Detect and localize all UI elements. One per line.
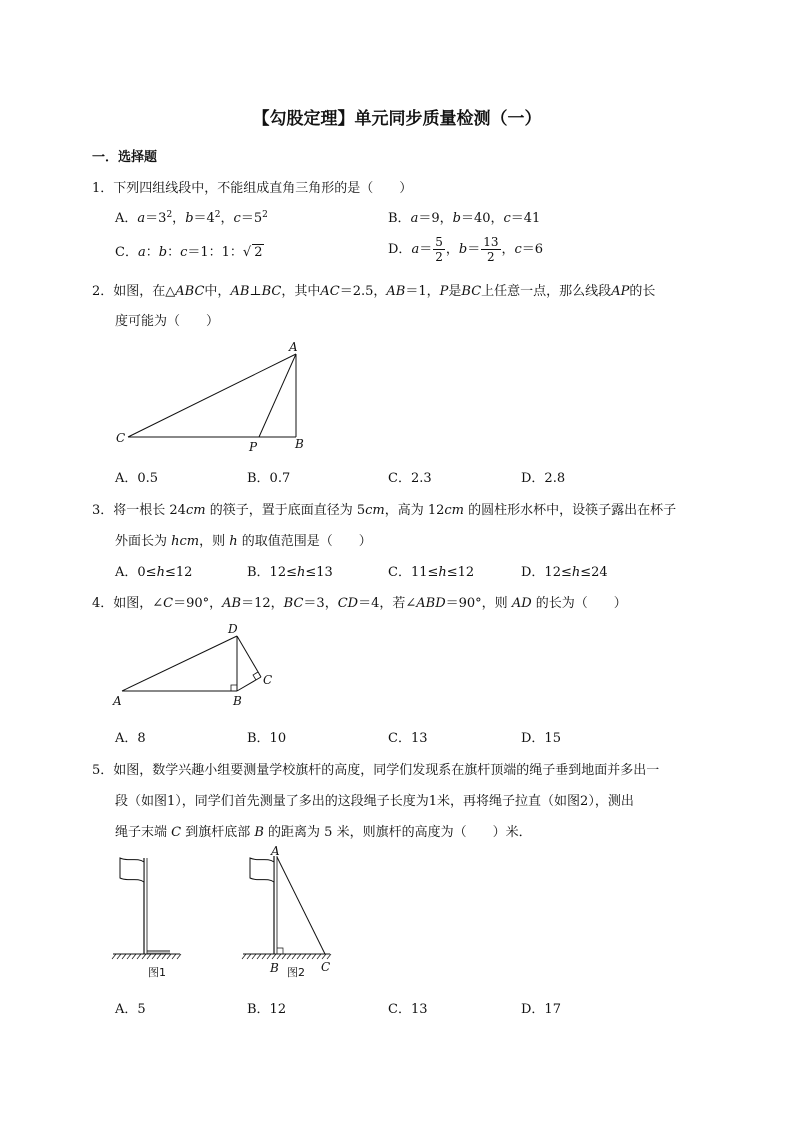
question-2-stem-line2: 度可能为（ ）: [115, 314, 220, 329]
q1-option-c: C．a：b：c＝1：1：√ 2: [115, 245, 263, 260]
question-5-stem-line3: 绳子末端 C 到旗杆底部 B 的距离为 5 米，则旗杆的高度为（ ）米．: [115, 825, 532, 840]
question-3-stem-line1: 3．将一根长 24cm 的筷子，置于底面直径为 5cm，高为 12cm 的圆柱形水杯中，设筷子露出在杯子: [92, 503, 677, 518]
q1-option-d: D．a＝ $\frac{5}{2}$ ，b＝ $\frac{13}{2}$ ，c＝6: [388, 235, 544, 264]
question-4-stem: 4．如图，∠C＝90°，AB＝12，BC＝3，CD＝4，若∠ABD＝90°，则 AD 的长为（ ）: [92, 596, 627, 611]
q5-option-d: D．17: [521, 1002, 561, 1017]
q2-label-p: P: [249, 440, 258, 454]
q2-option-c: C．2.3: [388, 471, 432, 486]
fig2-caption: 图2: [287, 966, 305, 979]
q4-label-c: C: [263, 673, 273, 687]
q4-label-b: B: [233, 694, 242, 708]
q3-option-b: B．12≤h≤13: [247, 565, 333, 580]
q4-option-c: C．13: [388, 731, 428, 746]
q4-option-d: D．15: [521, 731, 561, 746]
q5-label-a: A: [271, 844, 280, 858]
q3-option-a: A．0≤h≤12: [115, 565, 193, 580]
page-title: 【勾股定理】单元同步质量检测（一）: [252, 109, 542, 129]
q5-option-c: C．13: [388, 1002, 428, 1017]
q5-label-b: B: [270, 961, 279, 975]
q4-option-b: B．10: [247, 731, 287, 746]
fig1-caption: 图1: [148, 966, 166, 979]
question-3-stem-line2: 外面长为 hcm，则 h 的取值范围是（ ）: [115, 534, 372, 549]
q5-label-c: C: [321, 960, 331, 974]
q4-label-a: A: [113, 694, 122, 708]
q2-option-a: A．0.5: [115, 471, 159, 486]
question-1-stem: 1．下列四组线段中，不能组成直角三角形的是（ ）: [92, 181, 413, 196]
q5-option-b: B．12: [247, 1002, 287, 1017]
question-2-stem-line1: 2．如图，在△ABC中，AB⊥BC，其中AC＝2.5，AB＝1，P是BC上任意一点，那么线段AP的长: [92, 284, 656, 299]
q4-option-a: A．8: [115, 731, 146, 746]
q5-option-a: A．5: [115, 1002, 146, 1017]
question-5-stem-line2: 段（如图1），同学们首先测量了多出的这段绳子长度为1米，再将绳子拉直（如图2），测出: [115, 794, 634, 809]
q3-option-c: C．11≤h≤12: [388, 565, 475, 580]
section-heading: 一．选择题: [92, 150, 158, 165]
q2-option-b: B．0.7: [247, 471, 291, 486]
q2-option-d: D．2.8: [521, 471, 566, 486]
q2-label-c: C: [116, 431, 126, 445]
q4-label-d: D: [228, 622, 238, 636]
q3-option-d: D．12≤h≤24: [521, 565, 608, 580]
q2-label-b: B: [295, 437, 304, 451]
q2-label-a: A: [289, 340, 298, 354]
q1-option-a: A．$a=3^2$，$b=4^2$，$c=5^2$: [115, 210, 268, 226]
q1-option-b: B．a＝9，b＝40，c＝41: [388, 211, 541, 226]
question-5-stem-line1: 5．如图，数学兴趣小组要测量学校旗杆的高度，同学们发现系在旗杆顶端的绳子垂到地面并多出一: [92, 763, 660, 778]
